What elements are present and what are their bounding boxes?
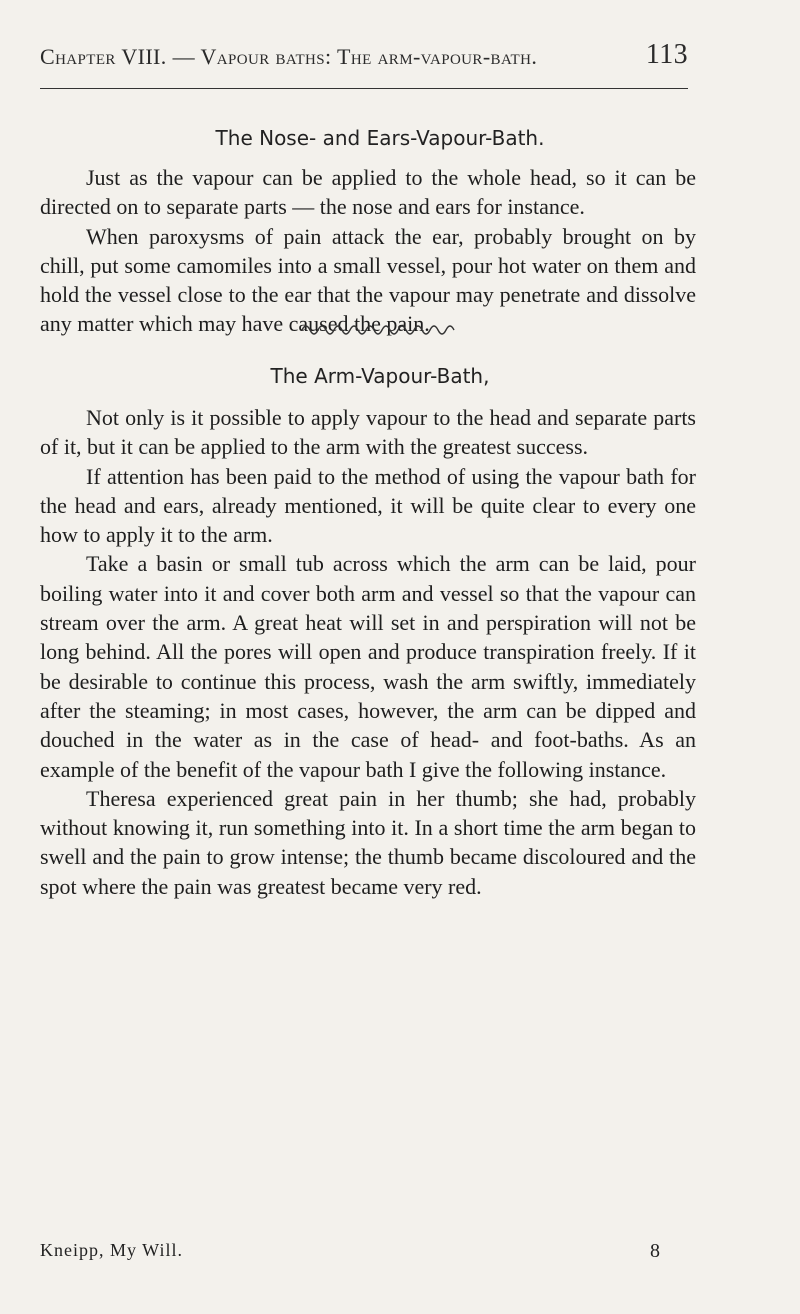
section-body-arm bbox=[40, 403, 696, 901]
paragraph: When paroxysms of pain attack the ear, probably brought on by chill, put some camomiles into a small vessel, pour hot water on them and hold the vessel close to the ear that the vapour may penetrate and dissolve any matter which may have caused the pain. bbox=[40, 223, 696, 337]
footer-imprint: Kneipp, My Will. bbox=[40, 1240, 183, 1260]
paragraph: Theresa experienced great pain in her thumb; she had, probably without knowing it, run something into it. In a short time the arm began to swell and the pain to grow intense; the thumb became discoloured and the spot where the pain was greatest became very red. bbox=[40, 785, 696, 899]
wavy-line-ornament-icon bbox=[300, 320, 460, 336]
section-body-nose-ears bbox=[40, 163, 696, 339]
header-rule bbox=[40, 88, 688, 89]
page-number: 113 bbox=[645, 39, 688, 70]
running-title: Chapter VIII. — Vapour baths: The arm-vapour-bath. bbox=[40, 44, 538, 69]
page-footer bbox=[40, 1240, 660, 1261]
signature-mark: 8 bbox=[650, 1240, 660, 1262]
running-head bbox=[40, 39, 688, 70]
section-heading-nose-ears: The Nose- and Ears-Vapour-Bath. bbox=[215, 126, 545, 150]
paragraph: If attention has been paid to the method of using the vapour bath for the head and ears, already mentioned, it will be quite clear to every one how to apply it to the arm. bbox=[40, 463, 696, 548]
paragraph: Take a basin or small tub across which the arm can be laid, pour boiling water into it and cover both arm and vessel so that the vapour can stream over the arm. A great heat will set in and perspiration will not be long behind. All the pores will open and produce transpiration freely. If it be desirable to continue this process, wash the arm swiftly, immediately after the steaming; in most cases, however, the arm can be dipped and douched in the water as in the case of head- and foot-baths. As an example of the benefit of the vapour bath I give the following instance. bbox=[40, 551, 696, 782]
paragraph: Not only is it possible to apply vapour to the head and separate parts of it, but it can be applied to the arm with the greatest success. bbox=[40, 405, 696, 460]
section-heading-arm: The Arm-Vapour-Bath, bbox=[270, 364, 490, 388]
paragraph: Just as the vapour can be applied to the whole head, so it can be directed on to separate parts — the nose and ears for instance. bbox=[40, 165, 696, 220]
